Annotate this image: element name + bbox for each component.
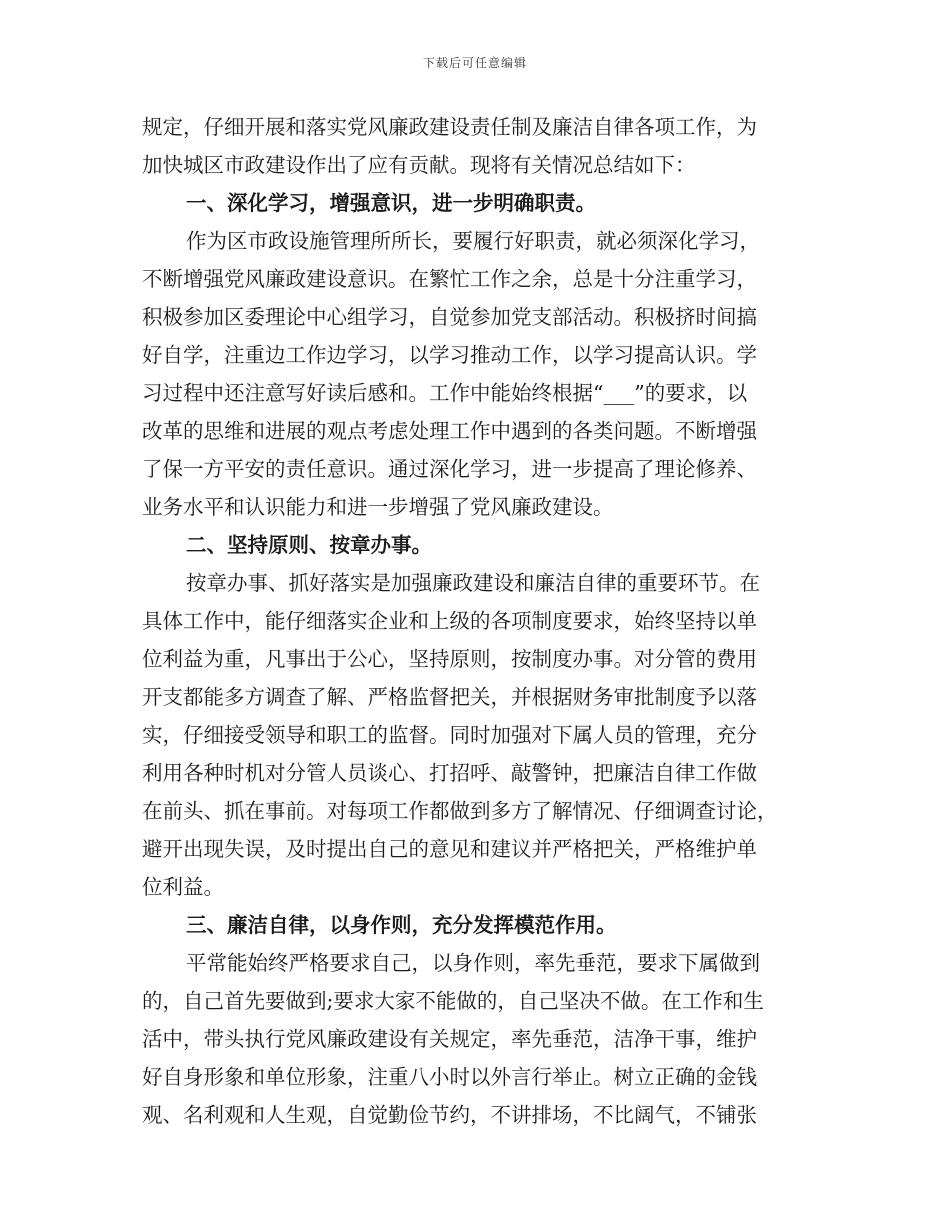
- text-line: 积极参加区委理论中心组学习，自觉参加党支部活动。积极挤时间搞: [142, 305, 757, 329]
- text-line: 具体工作中，能仔细落实企业和上级的各项制度要求，始终坚持以单: [142, 609, 757, 633]
- text-line: 位利益为重，凡事出于公心，坚持原则，按制度办事。对分管的费用: [142, 647, 757, 671]
- text-line: 避开出现失误，及时提出自己的意见和建议并严格把关，严格维护单: [142, 837, 757, 861]
- text-line: 规定，仔细开展和落实党风廉政建设责任制及廉洁自律各项工作，为: [142, 115, 757, 139]
- section-heading: 一、深化学习，增强意识，进一步明确职责。: [186, 191, 596, 215]
- page-header: 下载后可任意编辑: [422, 56, 527, 70]
- document-body: [142, 108, 804, 1134]
- text-line: 加快城区市政建设作出了应有贡献。现将有关情况总结如下：: [142, 153, 696, 177]
- text-line: 位利益。: [142, 875, 224, 899]
- paragraph-first-line: 按章办事、抓好落实是加强廉政建设和廉洁自律的重要环节。在: [186, 571, 760, 595]
- text-line: 开支都能多方调查了解、严格监督把关，并根据财务审批制度予以落: [142, 685, 757, 709]
- section-heading: 三、廉洁自律，以身作则，充分发挥模范作用。: [186, 913, 617, 937]
- text-line: 活中，带头执行党风廉政建设有关规定，率先垂范，洁净干事，维护: [142, 1027, 757, 1051]
- text-line: 不断增强党风廉政建设意识。在繁忙工作之余，总是十分注重学习，: [142, 267, 757, 291]
- paragraph-first-line: 作为区市政设施管理所所长，要履行好职责，就必须深化学习，: [186, 229, 760, 253]
- text-line: 好自学，注重边工作边学习，以学习推动工作，以学习提高认识。学: [142, 343, 757, 367]
- text-line: 好自身形象和单位形象，注重八小时以外言行举止。树立正确的金钱: [142, 1065, 757, 1089]
- text-line: 习过程中还注意写好读后感和。工作中能始终根据“___”的要求，以: [142, 381, 748, 405]
- text-line: 了保一方平安的责任意识。通过深化学习，进一步提高了理论修养、: [142, 457, 757, 481]
- text-line: 改革的思维和进展的观点考虑处理工作中遇到的各类问题。不断增强: [142, 419, 757, 443]
- paragraph-first-line: 平常能始终严格要求自己，以身作则，率先垂范，要求下属做到: [186, 951, 760, 975]
- section-heading: 二、坚持原则、按章办事。: [186, 533, 432, 557]
- text-line: 在前头、抓在事前。对每项工作都做到多方了解情况、仔细调查讨论，: [142, 799, 778, 823]
- text-line: 观、名利观和人生观，自觉勤俭节约，不讲排场，不比阔气，不铺张: [142, 1103, 757, 1127]
- text-line: 业务水平和认识能力和进一步增强了党风廉政建设。: [142, 495, 614, 519]
- text-line: 利用各种时机对分管人员谈心、打招呼、敲警钟，把廉洁自律工作做: [142, 761, 757, 785]
- text-line: 的，自己首先要做到;要求大家不能做的，自己坚决不做。在工作和生: [142, 989, 764, 1013]
- text-line: 实，仔细接受领导和职工的监督。同时加强对下属人员的管理，充分: [142, 723, 757, 747]
